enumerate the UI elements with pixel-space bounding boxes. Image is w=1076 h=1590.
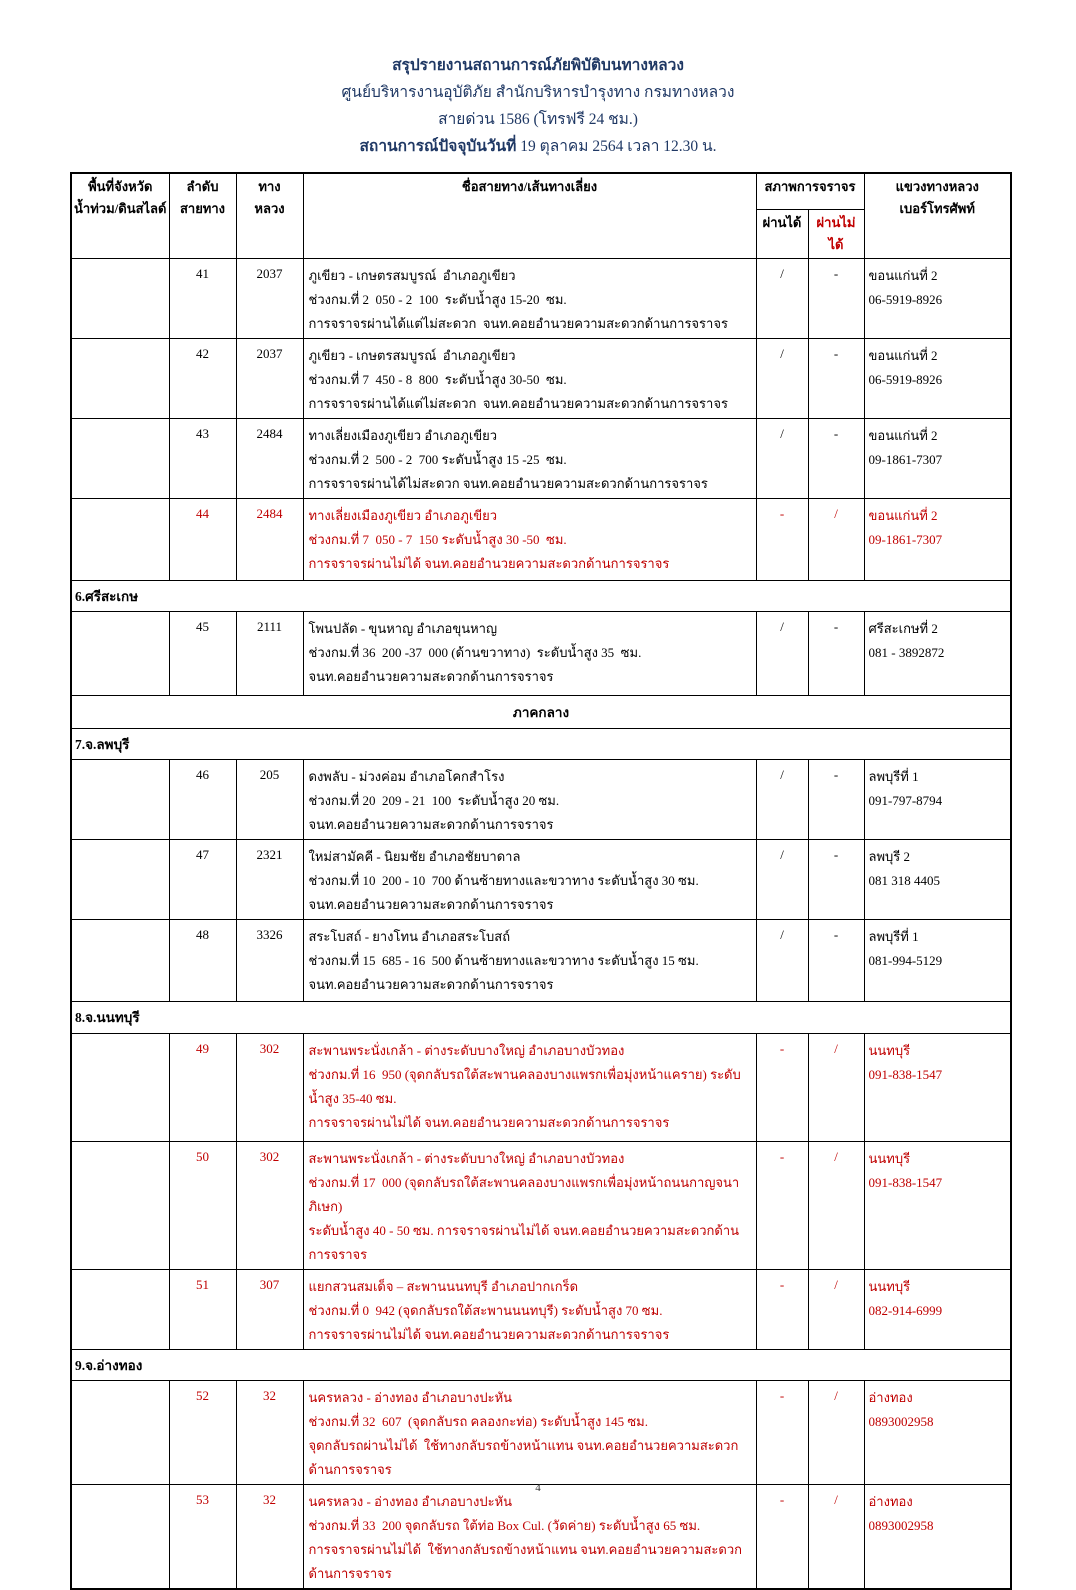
area-cell <box>71 1380 169 1484</box>
highway-no-cell: 307 <box>236 1269 303 1349</box>
impassable-mark: / <box>808 1269 864 1349</box>
route-detail-cell: ภูเขียว - เกษตรสมบูรณ์ อำเภอภูเขียว ช่วงกม.ที่ 2 050 - 2 100 ระดับน้ำสูง 15-20 ซม. การจราจรผ่านได้แต่ไม่สะดวก จนท.คอยอำนวยความสะดวกด้านการจราจร <box>303 258 756 338</box>
seq-cell: 51 <box>169 1269 236 1349</box>
impassable-mark: - <box>808 839 864 919</box>
highway-no-cell: 2111 <box>236 611 303 695</box>
district-cell: ขอนแก่นที่ 2 09-1861-7307 <box>864 498 1011 580</box>
seq-cell: 45 <box>169 611 236 695</box>
seq-cell: 41 <box>169 258 236 338</box>
passable-mark: - <box>756 1380 808 1484</box>
passable-mark: - <box>756 1484 808 1589</box>
seq-cell: 53 <box>169 1484 236 1589</box>
area-cell <box>71 611 169 695</box>
route-detail-cell: โพนปลัด - ขุนหาญ อำเภอขุนหาญ ช่วงกม.ที่ 36 200 -37 000 (ด้านขวาทาง) ระดับน้ำสูง 35 ซม. จนท.คอยอำนวยความสะดวกด้านการจราจร <box>303 611 756 695</box>
passable-mark: / <box>756 919 808 1001</box>
passable-mark: / <box>756 759 808 839</box>
col-header-route-name: ชื่อสายทาง/เส้นทางเลี่ยง <box>303 173 756 258</box>
passable-mark: / <box>756 418 808 498</box>
table-row-50 <box>71 1141 1011 1269</box>
impassable-mark: / <box>808 1484 864 1589</box>
passable-mark: / <box>756 611 808 695</box>
page-number: 4 <box>535 1482 541 1494</box>
district-cell: ขอนแก่นที่ 2 06-5919-8926 <box>864 338 1011 418</box>
area-cell <box>71 759 169 839</box>
col-header-impassable: ผ่านไม่ได้ <box>808 209 864 258</box>
seq-cell: 52 <box>169 1380 236 1484</box>
highway-no-cell: 2484 <box>236 418 303 498</box>
district-cell: นนทบุรี 082-914-6999 <box>864 1269 1011 1349</box>
table-row-43 <box>71 418 1011 498</box>
impassable-mark: / <box>808 1380 864 1484</box>
highway-no-cell: 32 <box>236 1380 303 1484</box>
district-cell: นนทบุรี 091-838-1547 <box>864 1141 1011 1269</box>
district-cell: ลพบุรีที่ 1 081-994-5129 <box>864 919 1011 1001</box>
section-angthong: 9.จ.อ่างทอง <box>71 1349 1011 1380</box>
area-cell <box>71 919 169 1001</box>
impassable-mark: - <box>808 919 864 1001</box>
district-cell: ขอนแก่นที่ 2 09-1861-7307 <box>864 418 1011 498</box>
seq-cell: 46 <box>169 759 236 839</box>
col-header-highway: ทาง หลวง <box>236 173 303 258</box>
table-header-row-1 <box>71 173 1011 209</box>
seq-cell: 43 <box>169 418 236 498</box>
seq-cell: 49 <box>169 1033 236 1141</box>
route-detail-cell: ทางเลี่ยงเมืองภูเขียว อำเภอภูเขียว ช่วงกม.ที่ 2 500 - 2 700 ระดับน้ำสูง 15 -25 ซม. การจราจรผ่านได้ไม่สะดวก จนท.คอยอำนวยความสะดวกด้านการจราจร <box>303 418 756 498</box>
col-header-traffic-group: สภาพการจราจร <box>756 173 864 209</box>
district-cell: ลพบุรี 2 081 318 4405 <box>864 839 1011 919</box>
table-row-44 <box>71 498 1011 580</box>
district-cell: นนทบุรี 091-838-1547 <box>864 1033 1011 1141</box>
route-detail-cell: ภูเขียว - เกษตรสมบูรณ์ อำเภอภูเขียว ช่วงกม.ที่ 7 450 - 8 800 ระดับน้ำสูง 30-50 ซม. การจราจรผ่านได้แต่ไม่สะดวก จนท.คอยอำนวยความสะดวกด้านการจราจร <box>303 338 756 418</box>
passable-mark: / <box>756 839 808 919</box>
area-cell <box>71 1033 169 1141</box>
highway-no-cell: 32 <box>236 1484 303 1589</box>
report-title: สรุปรายงานสถานการณ์ภัยพิบัติบนทางหลวง <box>392 57 684 74</box>
table-row-51 <box>71 1269 1011 1349</box>
impassable-mark: - <box>808 418 864 498</box>
highway-no-cell: 302 <box>236 1033 303 1141</box>
table-row-48 <box>71 919 1011 1001</box>
highway-no-cell: 302 <box>236 1141 303 1269</box>
table-row-45 <box>71 611 1011 695</box>
col-header-area: พื้นที่จังหวัด น้ำท่วม/ดินสไลด์ <box>71 173 169 258</box>
highway-no-cell: 2037 <box>236 338 303 418</box>
table-row-41 <box>71 258 1011 338</box>
passable-mark: / <box>756 258 808 338</box>
area-cell <box>71 498 169 580</box>
report-org: ศูนย์บริหารงานอุบัติภัย สำนักบริหารบำรุงทาง กรมทางหลวง <box>341 84 735 101</box>
col-header-passable: ผ่านได้ <box>756 209 808 258</box>
highway-no-cell: 2484 <box>236 498 303 580</box>
section-nonthaburi: 8.จ.นนทบุรี <box>71 1001 1011 1033</box>
district-cell: ศรีสะเกษที่ 2 081 - 3892872 <box>864 611 1011 695</box>
impassable-mark: / <box>808 498 864 580</box>
region-central-row: ภาคกลาง <box>71 695 1011 728</box>
passable-mark: - <box>756 1141 808 1269</box>
passable-mark: - <box>756 498 808 580</box>
impassable-mark: - <box>808 338 864 418</box>
highway-no-cell: 2321 <box>236 839 303 919</box>
col-header-seq: ลำดับ สายทาง <box>169 173 236 258</box>
route-detail-cell: สระโบสถ์ - ยางโทน อำเภอสระโบสถ์ ช่วงกม.ที่ 15 685 - 16 500 ด้านซ้ายทางและขวาทาง ระดับน้ำสูง 15 ซม. จนท.คอยอำนวยความสะดวกด้านการจราจร <box>303 919 756 1001</box>
seq-cell: 42 <box>169 338 236 418</box>
area-cell <box>71 418 169 498</box>
table-row-49 <box>71 1033 1011 1141</box>
report-datetime: สถานการณ์ปัจจุบันวันที่ 19 ตุลาคม 2564 เวลา 12.30 น. <box>359 138 717 155</box>
table-row-46 <box>71 759 1011 839</box>
impassable-mark: - <box>808 759 864 839</box>
route-detail-cell: ดงพลับ - ม่วงค่อม อำเภอโคกสำโรง ช่วงกม.ที่ 20 209 - 21 100 ระดับน้ำสูง 20 ซม. จนท.คอยอำนวยความสะดวกด้านการจราจร <box>303 759 756 839</box>
table-row-53 <box>71 1484 1011 1589</box>
route-detail-cell: สะพานพระนั่งเกล้า - ต่างระดับบางใหญ่ อำเภอบางบัวทอง ช่วงกม.ที่ 17 000 (จุดกลับรถใต้สะพานคลองบางแพรกเพื่อมุ่งหน้าถนนกาญจนาภิเษก) ระดับน้ำสูง 40 - 50 ซม. การจราจรผ่านไม่ได้ จนท.คอยอำนวยความสะดวกด้านการจราจร <box>303 1141 756 1269</box>
route-detail-cell: นครหลวง - อ่างทอง อำเภอบางปะหัน ช่วงกม.ที่ 33 200 จุดกลับรถ ใต้ท่อ Box Cul. (วัดค่าย) ระดับน้ำสูง 65 ซม. การจราจรผ่านไม่ได้ ใช้ทางกลับรถข้างหน้าแทน จนท.คอยอำนวยความสะดวกด้านการจราจร <box>303 1484 756 1589</box>
area-cell <box>71 839 169 919</box>
passable-mark: - <box>756 1033 808 1141</box>
impassable-mark: - <box>808 611 864 695</box>
section-sisaket: 6.ศรีสะเกษ <box>71 580 1011 611</box>
passable-mark: - <box>756 1269 808 1349</box>
section-lopburi: 7.จ.ลพบุรี <box>71 728 1011 759</box>
area-cell <box>71 1269 169 1349</box>
area-cell <box>71 258 169 338</box>
impassable-mark: / <box>808 1141 864 1269</box>
route-detail-cell: นครหลวง - อ่างทอง อำเภอบางปะหัน ช่วงกม.ที่ 32 607 (จุดกลับรถ คลองกะท่อ) ระดับน้ำสูง 145 ซม. จุดกลับรถผ่านไม่ได้ ใช้ทางกลับรถข้างหน้าแทน จนท.คอยอำนวยความสะดวกด้านการจราจร <box>303 1380 756 1484</box>
area-cell <box>71 1141 169 1269</box>
document-header <box>0 0 1076 160</box>
highway-no-cell: 2037 <box>236 258 303 338</box>
highway-no-cell: 3326 <box>236 919 303 1001</box>
seq-cell: 48 <box>169 919 236 1001</box>
seq-cell: 50 <box>169 1141 236 1269</box>
district-cell: อ่างทอง 0893002958 <box>864 1380 1011 1484</box>
district-cell: อ่างทอง 0893002958 <box>864 1484 1011 1589</box>
area-cell <box>71 1484 169 1589</box>
impassable-mark: / <box>808 1033 864 1141</box>
district-cell: ขอนแก่นที่ 2 06-5919-8926 <box>864 258 1011 338</box>
passable-mark: / <box>756 338 808 418</box>
col-header-district: แขวงทางหลวง เบอร์โทรศัพท์ <box>864 173 1011 258</box>
route-detail-cell: ทางเลี่ยงเมืองภูเขียว อำเภอภูเขียว ช่วงกม.ที่ 7 050 - 7 150 ระดับน้ำสูง 30 -50 ซม. การจราจรผ่านไม่ได้ จนท.คอยอำนวยความสะดวกด้านการจราจร <box>303 498 756 580</box>
area-cell <box>71 338 169 418</box>
route-detail-cell: สะพานพระนั่งเกล้า - ต่างระดับบางใหญ่ อำเภอบางบัวทอง ช่วงกม.ที่ 16 950 (จุดกลับรถใต้สะพานคลองบางแพรกเพื่อมุ่งหน้าแคราย) ระดับน้ำสูง 35-40 ซม. การจราจรผ่านไม่ได้ จนท.คอยอำนวยความสะดวกด้านการจราจร <box>303 1033 756 1141</box>
highway-situation-table <box>70 172 1012 1590</box>
table-row-42 <box>71 338 1011 418</box>
highway-no-cell: 205 <box>236 759 303 839</box>
impassable-mark: - <box>808 258 864 338</box>
hotline: สายด่วน 1586 (โทรฟรี 24 ชม.) <box>438 111 638 128</box>
district-cell: ลพบุรีที่ 1 091-797-8794 <box>864 759 1011 839</box>
route-detail-cell: แยกสวนสมเด็จ – สะพานนนทบุรี อำเภอปากเกร็ด ช่วงกม.ที่ 0 942 (จุดกลับรถใต้สะพานนนทบุรี) ระดับน้ำสูง 70 ซม. การจราจรผ่านไม่ได้ จนท.คอยอำนวยความสะดวกด้านการจราจร <box>303 1269 756 1349</box>
table-row-52 <box>71 1380 1011 1484</box>
route-detail-cell: ใหม่สามัคคี - นิยมชัย อำเภอชัยบาดาล ช่วงกม.ที่ 10 200 - 10 700 ด้านซ้ายทางและขวาทาง ระดับน้ำสูง 30 ซม. จนท.คอยอำนวยความสะดวกด้านการจราจร <box>303 839 756 919</box>
table-row-47 <box>71 839 1011 919</box>
seq-cell: 47 <box>169 839 236 919</box>
seq-cell: 44 <box>169 498 236 580</box>
